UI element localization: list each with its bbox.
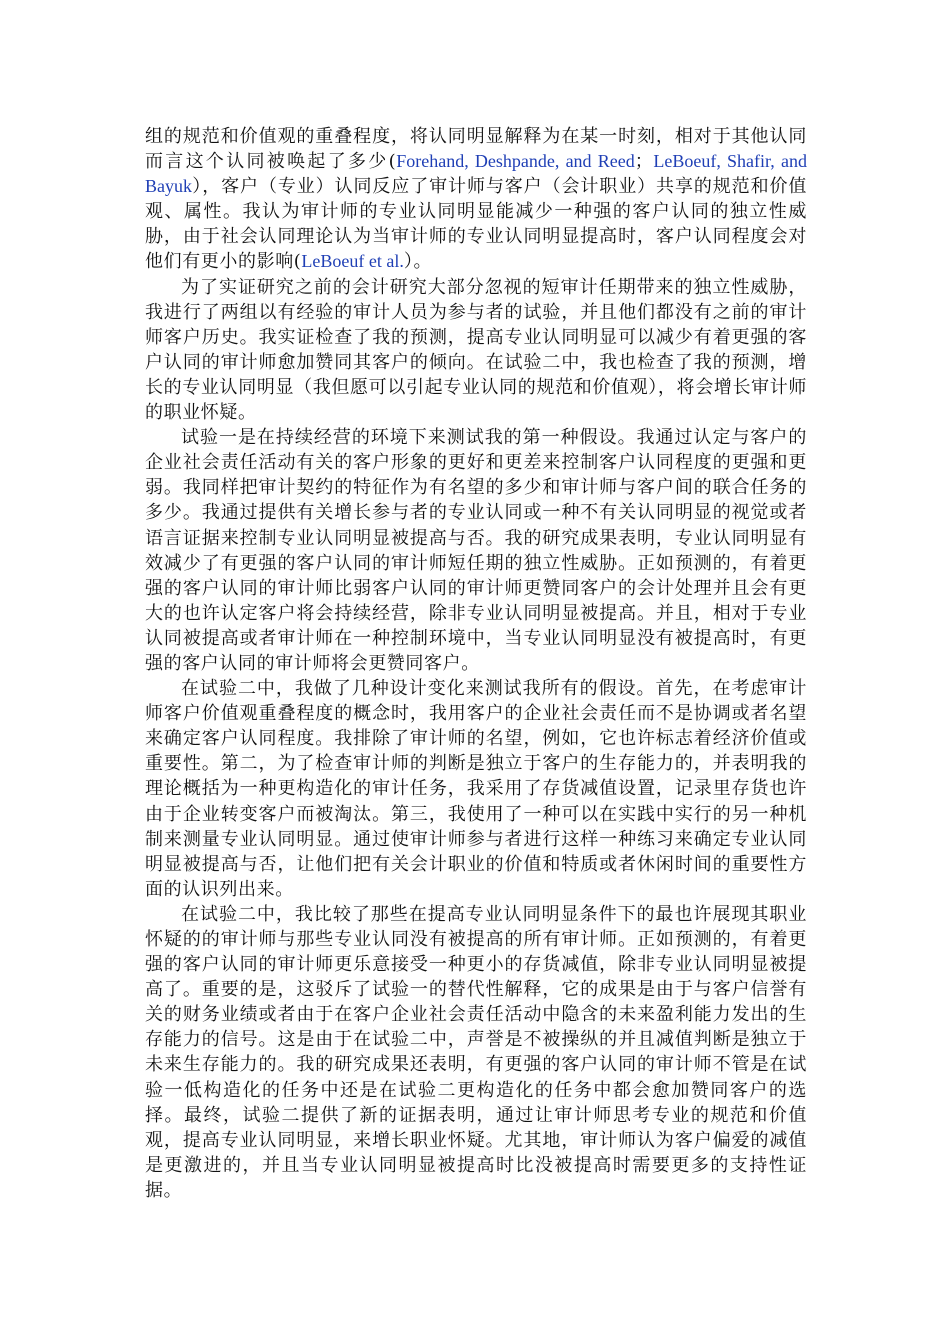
paragraph-1 xyxy=(145,124,807,275)
citation-leboeuf-shafir-bayuk[interactable]: LeBoeuf, Shafir, and Bayuk xyxy=(145,151,807,197)
paragraph-1-text-b: ），客户（专业）认同反应了审计师与客户（会计职业）共享的规范和价值观、属性。我认为审计师的专业认同明显能减少一种强的客户认同的独立性威胁，由于社会认同理论认为当审计师的专业认同明显提高时，客户认同程度会对他们有更小的影响( xyxy=(145,176,807,273)
paragraph-3: 试验一是在持续经营的环境下来测试我的第一种假设。我通过认定与客户的企业社会责任活动有关的客户形象的更好和更差来控制客户认同程度的更强和更弱。我同样把审计契约的特征作为有名望的多少和审计师与客户间的联合任务的多少。我通过提供有关增长参与者的专业认同或一种不有关认同明显的视觉或者语言证据来控制专业认同明显被提高与否。我的研究成果表明，专业认同明显有效减少了有更强的客户认同的审计师短任期的独立性威胁。正如预测的，有着更强的客户认同的审计师比弱客户认同的审计师更赞同客户的会计处理并且会有更大的也许认定客户将会持续经营，除非专业认同明显被提高。并且，相对于专业认同被提高或者审计师在一种控制环境中，当专业认同明显没有被提高时，有更强的客户认同的审计师将会更赞同客户。 xyxy=(145,427,807,674)
citation-leboeuf-et-al[interactable]: LeBoeuf et al. xyxy=(301,251,404,272)
citation-forehand[interactable]: Forehand, Deshpande, and Reed xyxy=(396,151,635,172)
document-body xyxy=(145,124,807,1203)
paragraph-4: 在试验二中，我做了几种设计变化来测试我所有的假设。首先，在考虑审计师客户价值观重叠程度的概念时，我用客户的企业社会责任而不是协调或者名望来确定客户认同程度。我排除了审计师的名望，例如，它也许标志着经济价值或重要性。第二，为了检查审计师的判断是独立于客户的生存能力的，并表明我的理论概括为一种更构造化的审计任务，我采用了存货减值设置，记录里存货也许由于企业转变客户而被淘汰。第三，我使用了一种可以在实践中实行的另一种机制来测量专业认同明显。通过使审计师参与者进行这样一种练习来确定专业认同明显被提高与否，让他们把有关会计职业的价值和特质或者休闲时间的重要性方面的认识列出来。 xyxy=(145,678,807,900)
paragraph-1-text-c: ）。 xyxy=(403,251,433,273)
paragraph-1-separator: ； xyxy=(634,151,654,173)
paragraph-5: 在试验二中，我比较了那些在提高专业认同明显条件下的最也许展现其职业怀疑的的审计师与那些专业认同没有被提高的所有审计师。正如预测的，有着更强的客户认同的审计师更乐意接受一种更小的存货减值，除非专业认同明显被提高了。重要的是，这驳斥了试验一的替代性解释，它的成果是由于与客户信誉有关的财务业绩或者由于在客户企业社会责任活动中隐含的未来盈利能力发出的生存能力的信号。这是由于在试验二中，声誉是不被操纵的并且减值判断是独立于未来生存能力的。我的研究成果还表明，有更强的客户认同的审计师不管是在试验一低构造化的任务中还是在试验二更构造化的任务中都会愈加赞同客户的选择。最终，试验二提供了新的证据表明，通过让审计师思考专业的规范和价值观，提高专业认同明显，来增长职业怀疑。尤其地，审计师认为客户偏爱的减值是更激进的，并且当专业认同明显被提高时比没被提高时需要更多的支持性证据。 xyxy=(145,903,807,1201)
paragraph-2: 为了实证研究之前的会计研究大部分忽视的短审计任期带来的独立性威胁，我进行了两组以有经验的审计人员为参与者的试验，并且他们都没有之前的审计师客户历史。我实证检查了我的预测，提高专业认同明显可以减少有着更强的客户认同的审计师愈加赞同其客户的倾向。在试验二中，我也检查了我的预测，增长的专业认同明显（我但愿可以引起专业认同的规范和价值观），将会增长审计师的职业怀疑。 xyxy=(145,276,807,424)
paragraph-1-text-a: 组的规范和价值观的重叠程度，将认同明显解释为在某一时刻，相对于其他认同而言这个认同被唤起了多少( xyxy=(145,126,807,173)
